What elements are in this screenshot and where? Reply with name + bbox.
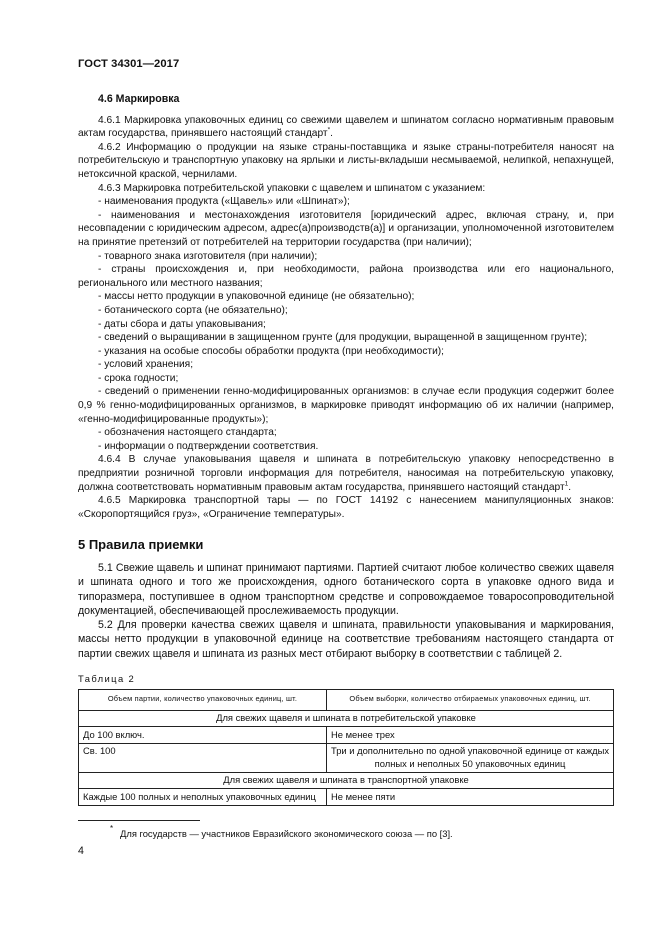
- list-item: - наименования продукта («Щавель» или «Шпинат»);: [98, 196, 350, 208]
- paragraph-4-6-4-text: 4.6.4 В случае упаковывания щавеля и шпината в потребительскую упаковку непосредственно в предприятии розничной торговли информация для потребителя, наносимая на потребительскую упаковку, должна соответствовать нормативным правовым актам государства, принявшего настоящий стандарт: [78, 454, 614, 493]
- list-item: - обозначения настоящего стандарта;: [98, 427, 277, 439]
- footnote-mark: 1: [564, 480, 569, 488]
- list-item: - товарного знака изготовителя (при наличии);: [98, 250, 318, 262]
- list-item: - сведений о выращивании в защищенном грунте (для продукции, выращенной в защищенном грунте);: [98, 332, 588, 344]
- paragraph-4-6-3: 4.6.3 Маркировка потребительской упаковки с щавелем и шпинатом с указанием:: [98, 182, 486, 194]
- page-number: 4: [78, 845, 84, 857]
- table-group-row: [79, 710, 614, 727]
- table-row: [79, 727, 614, 744]
- list-item: - указания на особые способы обработки продукта (при необходимости);: [98, 345, 444, 357]
- footnote-mark: *: [110, 824, 114, 833]
- table-group-label: Для свежих щавеля и шпината в потребительской упаковке: [79, 710, 614, 727]
- sampling-table: [78, 689, 614, 806]
- table-cell: До 100 включ.: [79, 727, 327, 744]
- list-item: - наименования и местонахождения изготовителя [юридический адрес, включая страну, и, при несовпадении с юридическим адресом, адрес(а)производств(а)] и организации, уполномоченной изготовителем на принятие претензий от потребителей на территории государства (при наличии);: [78, 209, 614, 248]
- footnote-mark: *: [327, 126, 331, 134]
- table-cell: Не менее трех: [327, 727, 614, 744]
- footnote-text: Для государств — участников Евразийского экономического союза — по [3].: [120, 828, 453, 839]
- table-cell: Три и дополнительно по одной упаковочной единице от каждых полных и неполных 50 упаковочных единиц: [327, 743, 614, 772]
- paragraph-4-6-5: 4.6.5 Маркировка транспортной тары — по ГОСТ 14192 с нанесением манипуляционных знаков: «Скоропортящийся груз», «Ограничение температуры».: [78, 495, 614, 520]
- document-code: ГОСТ 34301—2017: [78, 58, 180, 70]
- list-item: - сведений о применении генно-модифицированных организмов: в случае если продукция содержит более 0,9 % генно-модифицированных организмов, в маркировке приводят информацию об их наличии (например, «генно-модифицированные продукты»);: [78, 386, 614, 425]
- footnote-divider: [78, 820, 200, 821]
- table-header-cell: Объем выборки, количество отбираемых упаковочных единиц, шт.: [327, 690, 614, 711]
- table-row: [79, 743, 614, 772]
- period: .: [568, 481, 572, 493]
- table-group-row: [79, 772, 614, 789]
- table-cell: Не менее пяти: [327, 789, 614, 806]
- table-caption: Таблица 2: [78, 673, 136, 684]
- table-header-row: [79, 690, 614, 711]
- paragraph-4-6-1-text: 4.6.1 Маркировка упаковочных единиц со свежими щавелем и шпинатом согласно нормативным правовым актам государства, принявшего настоящий стандарт: [78, 114, 614, 140]
- paragraph-4-6-2: 4.6.2 Информацию о продукции на языке страны-поставщика и языке страны-потребителя наносят на потребительскую и транспортную упаковку на ярлыки и листы-вкладыши несмываемой, нелипкой, непахнущей, нетоксичной краской, чернилами.: [78, 141, 614, 180]
- list-item: - даты сбора и даты упаковывания;: [98, 318, 266, 330]
- table-row: [79, 789, 614, 806]
- body-text: [78, 93, 614, 661]
- section-5-heading: 5 Правила приемки: [78, 537, 204, 553]
- paragraph-4-6-4: [78, 453, 614, 494]
- list-item: - информации о подтверждении соответствия.: [98, 440, 319, 452]
- list-item: - условий хранения;: [98, 359, 194, 371]
- list-item: - ботанического сорта (не обязательно);: [98, 304, 288, 316]
- section-4-6-heading: 4.6 Маркировка: [98, 93, 180, 105]
- paragraph-5-1: 5.1 Свежие щавель и шпинат принимают партиями. Партией считают любое количество свежих щавеля и шпината одного и того же происхождения, одного ботанического сорта в упаковке одного вида и типоразмера, поступившее в одном транспортном средстве и сопровождаемое товаросопроводительной документацией, обеспечивающей прослеживаемость продукции.: [78, 562, 614, 617]
- paragraph-5-2: 5.2 Для проверки качества свежих щавеля и шпината, правильности упаковывания и маркирования, массы нетто продукции в упаковочной единице на соответствие требованиям настоящего стандарта от партии свежих щавеля и шпината из разных мест отбирают выборку в соответствии с таблицей 2.: [78, 619, 614, 660]
- table-header-cell: Объем партии, количество упаковочных единиц, шт.: [79, 690, 327, 711]
- table-cell: Св. 100: [79, 743, 327, 772]
- table-cell: Каждые 100 полных и неполных упаковочных единиц: [79, 789, 327, 806]
- list-item: - страны происхождения и, при необходимости, района производства или его национального, регионального или местного названия;: [78, 264, 614, 289]
- table-group-label: Для свежих щавеля и шпината в транспортной упаковке: [79, 772, 614, 789]
- list-item: - массы нетто продукции в упаковочной единице (не обязательно);: [98, 291, 415, 303]
- list-item: - срока годности;: [98, 372, 179, 384]
- paragraph-4-6-1: [78, 114, 614, 141]
- period: .: [330, 128, 333, 140]
